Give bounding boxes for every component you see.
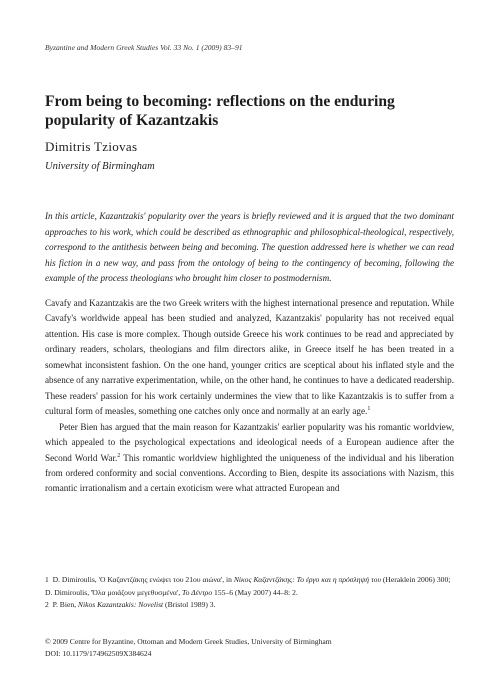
footnote-1-book-title: Νίκος Καζαντζάκης: Το έργο και η πρόσληψή του: [233, 575, 381, 584]
footnote-1: [45, 574, 454, 599]
abstract: In this article, Kazantzakis' popularity over the years is briefly reviewed and it is argued that the two dominant approaches to his work, which could be described as ethnographic and philosophical-theological, respectively, correspond to the antithesis between being and becoming. The question addressed here is whether we can read his fiction in a new way, and pass from the ontology of being to the contingency of becoming, following the example of the process theologians who brought him closer to postmodernism.: [45, 211, 454, 283]
body-paragraph-1: [45, 296, 454, 420]
footnote-2-book-title: Nikos Kazantzakis: Novelist: [77, 600, 164, 610]
footnotes: [45, 574, 454, 612]
footnote-ref-1[interactable]: 1: [367, 406, 371, 413]
doi-line[interactable]: DOI: 10.1179/174962509X384624: [45, 648, 152, 658]
footnote-1-number: 1: [45, 575, 49, 584]
body-paragraph-2: [45, 420, 454, 497]
article-body: [45, 296, 454, 497]
copyright-line: © 2009 Centre for Byzantine, Ottoman and Modern Greek Studies, University of Birmingham: [45, 637, 332, 646]
page-footer: [45, 636, 454, 659]
paragraph-1-text: Cavafy and Kazantzakis are the two Greek writers with the highest international presence and reputation. While Cavafy's worldwide appeal has been studied and analyzed, Kazantzakis' popularity has not received equal attention. His case is more complex. Though outside Greece his work continues to be read and appreciated by ordinary readers, scholars, theologians and film directors alike, in Greece itself he has been treated in a somewhat inconsistent fashion. On the one hand, younger critics are sceptical about his inflated style and the absence of any narrative experimentation, while, on the other hand, he continues to have a dedicated readership. These readers' passion for his work certainly undermines the view that to like Kazantzakis is to suffer from a cultural form of measles, something one catches only once and normally at an early age.: [45, 298, 454, 417]
footnote-2: [45, 599, 454, 612]
paragraph-2-text-a: Peter Bien has argued that the main reason for Kazantzakis' earlier popularity was his romantic worldview, which appealed to the psychological expectations and ideological needs of a European audience after the Second World War.: [45, 421, 454, 463]
article-title: From being to becoming: reflections on the enduring popularity of Kazantzakis: [45, 93, 395, 129]
journal-citation: Byzantine and Modern Greek Studies Vol. 33 No. 1 (2009) 83–91: [45, 43, 243, 52]
author-affiliation: University of Birmingham: [45, 161, 155, 172]
footnote-2-text-a: P. Bien,: [52, 600, 78, 610]
footnote-ref-2[interactable]: 2: [117, 452, 121, 459]
footnote-1-text-a: D. Dimiroulis, 'Ο Καζαντζάκης ενώψει του 21ου αιώνα', in: [52, 575, 234, 584]
paper-page: [45, 0, 454, 700]
paragraph-2-text-b: This romantic worldview highlighted the uniqueness of the individual and his liberation from ordered conformity and social conventions. According to Bien, despite its associations with Nazism, this romantic irrationalism and a certain exoticism were what attracted European and: [45, 452, 454, 494]
footnote-1-journal-title: Το Δέντρο: [182, 587, 213, 597]
author-name: Dimitris Tziovas: [45, 139, 138, 154]
footnote-1-text-b: (Heraklein 2006) 300; D. Dimiroulis, 'Όλα μοιάζουν μεγεθυσμένα',: [45, 575, 451, 597]
footnote-1-text-c: 155–6 (May 2007) 44–8: 2.: [212, 587, 298, 597]
footnote-2-text-b: (Bristol 1989) 3.: [163, 600, 216, 610]
footnote-2-number: 2: [45, 600, 49, 610]
